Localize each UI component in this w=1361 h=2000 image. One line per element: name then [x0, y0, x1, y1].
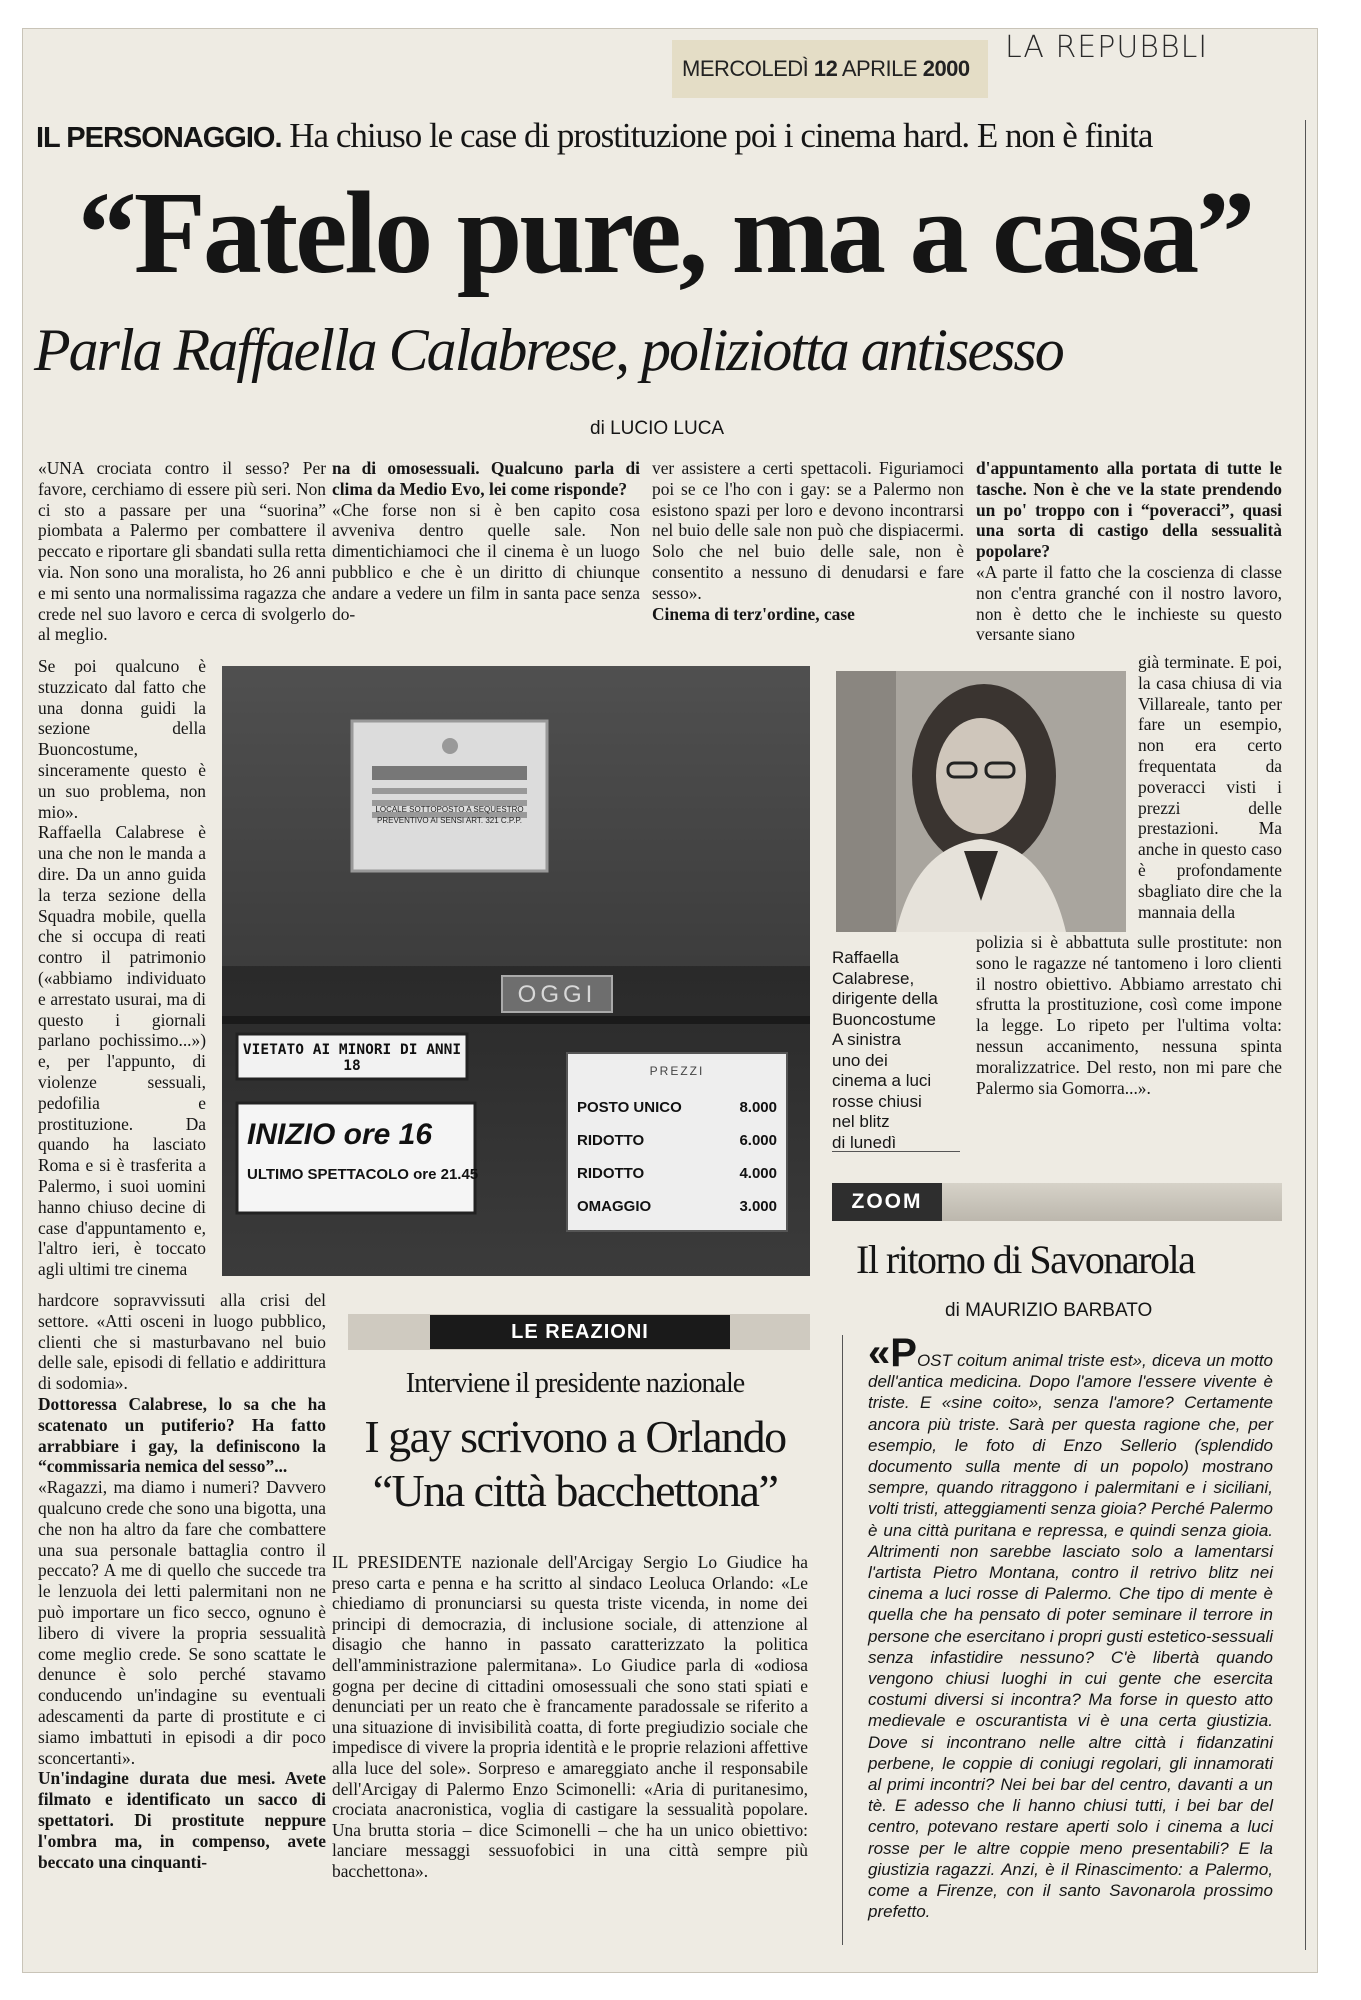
col3-answer: ver assistere a certi spettacoli. Figuriamoci poi se ce l'ho con i gay: se a Palermo non esistono spazi per loro e devono incontrarsi nel buio delle sale non può che dispiacermi. Solo che nel buio delle sale, non è consentito a nessuno di denudarsi e fare sesso». — [652, 458, 964, 603]
zoom-byline: di MAURIZIO BARBATO — [945, 1300, 1153, 1321]
article-kicker — [36, 116, 1296, 156]
article-col4 — [976, 458, 1282, 645]
date-weekday: MERCOLEDÌ — [682, 56, 809, 81]
article-col1-top: «UNA crociata contro il sesso? Per favore, cerchiamo di essere più seri. Non ci sto a passare per una “suorina” piombata a Palermo per combattere il peccato e riportare gli sbandati sulla retta via. Non sono una moralista, ho 26 anni e mi sento una normalissima ragazza che crede nel suo lavoro e cerca di svolgerlo al meglio. — [38, 458, 326, 645]
article-col2 — [332, 458, 640, 624]
reactions-headline-line1: I gay scrivono a Orlando — [364, 1411, 786, 1462]
article-col1-narrow: Se poi qualcuno è stuzzicato dal fatto che una donna guidi la sezione della Buoncostume, sinceramente questo è un suo problema, non mio». Raffaella Calabrese è una che non le manda a dire. Da un anno guida la terza sezione della Squadra mobile, quella che si occupa di reati contro il patrimonio («abbiamo individuato e arrestato usurai, ma di questo i giornali parlano pochissimo...») e, per l'appunto, di violenze sessuali, pedofilia e prostituzione. Da quando ha lasciato Roma e si è trasferita a Palermo, i suoi uomini hanno chiuso decine di case d'appuntamento e, l'altro ieri, è toccato agli ultimi tre cinema — [38, 656, 206, 1280]
price-list-title: PREZZI — [649, 1064, 705, 1078]
col2-answer: «Che forse non si è ben capito cosa avveniva dentro quelle sale. Non dimentichiamoci che il cinema è un luogo pubblico e che è un diritto di chiunque andare a vedere un film in santa pace senza do- — [332, 499, 640, 624]
zoom-title: Il ritorno di Savonarola — [856, 1237, 1195, 1282]
zoom-left-rule — [842, 1335, 843, 1945]
handwritten-source-note: LA REPUBBLI — [1005, 30, 1209, 65]
article-col4-narrow: già terminate. E poi, la casa chiusa di via Villareale, tanto per fare un esempio, non era certo frequentata da poveracci visti i prezzi delle prestazioni. Ma anche in questo caso è profondamente sbagliato dire che la mannaia della — [1138, 652, 1282, 922]
price-row: POSTO UNICO 8.000 — [577, 1099, 777, 1116]
article-col3 — [652, 458, 964, 624]
reactions-banner: LE REAZIONI — [430, 1315, 730, 1349]
col2-question: na di omosessuali. Qualcuno parla di clima da Medio Evo, lei come risponde? — [332, 458, 640, 499]
col4-question: d'appuntamento alla portata di tutte le tasche. Non è che ve la state prendendo un po' troppo con i “poveracci”, quasi una sorta di castigo della sessualità popolare? — [976, 458, 1282, 562]
col3-question: Cinema di terz'ordine, case — [652, 603, 855, 624]
reactions-headline — [330, 1410, 820, 1518]
col1-question-1: Dottoressa Calabrese, lo sa che ha scatenato un putiferio? Ha fatto arrabbiare i gay, la definiscono la “commissaria nemica del sesso”... — [38, 1393, 326, 1477]
date-month: APRILE — [841, 56, 918, 81]
cinema-entrance-photo — [222, 666, 810, 1276]
price-list — [577, 1091, 777, 1223]
last-show-sign: ULTIMO SPETTACOLO ore 21.45 — [247, 1166, 479, 1183]
date-label — [672, 40, 988, 98]
col4-answer-wide: «A parte il fatto che la coscienza di classe non c'entra granché con il nostro lavoro, non è detto che le inchieste su questo versante siano — [976, 561, 1282, 645]
col1-answer-1: «Ragazzi, ma diamo i numeri? Davvero qualcuno crede che sono una bigotta, una che non ha altro da fare che combattere una sua personale battaglia contro il peccato? A me di quello che succede tra le lenzuola dei letti palermitani non ne può importare un fico secco, ognuno è libero di vivere la propria sessualità come meglio crede. Se sono scattate le denunce è solo perché stavamo conducendo un'indagine su eventuali adescamenti da parte di prostitute e ci siamo imbattuti in episodi a dir poco sconcertanti». — [38, 1477, 326, 1768]
start-time-sign: INIZIO ore 16 — [247, 1118, 433, 1151]
right-border-rule — [1305, 120, 1306, 1950]
article-col4-bottom: polizia si è abbattuta sulle prostitute: non sono le ragazze né tantomeno i loro clienti il nostro obiettivo. Abbiamo arrestato chi sfrutta la prostituzione, così come impone la legge. Lo ripeto per l'ultima volta: nessun accanimento, nessuna spinta moralizzatrice. Del resto, non mi pare che Palermo sia Gomorra...». — [976, 932, 1282, 1098]
reactions-headline-line2: “Una città bacchettona” — [372, 1465, 778, 1516]
oggi-sign: OGGI — [517, 981, 597, 1008]
date-year: 2000 — [922, 56, 970, 81]
zoom-body — [868, 1331, 1273, 1922]
caption-rule — [832, 1151, 960, 1152]
date-day: 12 — [813, 56, 838, 81]
portrait-caption: Raffaella Calabrese, dirigente della Buoncostume A sinistra uno dei cinema a luci rosse chiusi nel blitz di lunedì — [832, 948, 938, 1152]
col1-question-2: Un'indagine durata due mesi. Avete filmato e identificato un sacco di spettatori. Di prostitute neppure l'ombra ma, in compenso, avete beccato una cinquanti- — [38, 1768, 326, 1872]
portrait-graphic — [836, 671, 1126, 932]
article-col1-bottom — [38, 1290, 326, 1872]
portrait-photo — [836, 671, 1126, 932]
article-byline: di LUCIO LUCA — [590, 418, 725, 439]
price-row: RIDOTTO 4.000 — [577, 1165, 777, 1182]
kicker-label: IL PERSONAGGIO. — [36, 122, 282, 154]
article-headline: “Fatelo pure, ma a casa” — [77, 167, 1253, 298]
minors-warning-sign: VIETATO AI MINORI DI ANNI 18 — [242, 1042, 462, 1074]
article-subheadline: Parla Raffaella Calabrese, poliziotta antisesso — [34, 317, 1063, 383]
col1-bottom-lead: hardcore sopravvissuti alla crisi del settore. «Atti osceni in luogo pubblico, clienti che si masturbavano nel buio delle sale, episodi di fellatio e addirittura di sodomia». — [38, 1290, 326, 1394]
zoom-tab: ZOOM — [832, 1183, 942, 1221]
zoom-body-text: OST coitum animal triste est», diceva un motto dell'antica medicina. Dopo l'amore l'essere vivente è triste. E «sine coito», senza l'amore? Certamente ancora più triste. Sarà per questa ragione che, per esempio, le foto di Enzo Sellerio (splendido documento sulla mente di un popolo) mostrano sempre, quando ritraggono i palermitani e i siciliani, volti tristi, atteggiamenti senza gioia? Perché Palermo è una città puritana e repressa, e quindi senza gioia. Altrimenti non sarebbe lasciato solo a lamentarsi l'artista Pietro Montana, contro il retrivo blitz nei cinema a luci rosse di Palermo. Che tipo di mente è quella che ha pensato di poter seminare il terrore in persone che esercitano i propri gusti estetico-sessuali senza infastidire nessuno? C'è libertà quando vengono chiusi luoghi in cui gente che esercita costumi diversi si incontra? Ma forse in questo atto medievale e oscurantista vi è una certa giustizia. Dove si incontrano nelle altre città i fidanzatini perbene, le coppie di coniugi regolari, gli innamorati al primi incontri? Nei bei bar del centro, davanti a un tè. E adesso che li hanno chiusi tutti, i bei bar del centro, potevano restare aperti solo i cinema a luci rosse per le altre coppie meno presentabili? E la giustizia ragazzi. Anzi, è il Rinascimento: a Palermo, come a Firenze, con il santo Savonarola prossimo prefetto. — [868, 1351, 1273, 1922]
price-row: RIDOTTO 6.000 — [577, 1132, 777, 1149]
price-row: OMAGGIO 3.000 — [577, 1198, 777, 1215]
seizure-notice: LOCALE SOTTOPOSTO A SEQUESTRO PREVENTIVO AI SENSI ART. 321 C.P.P. — [375, 805, 524, 825]
zoom-dropcap: «P — [868, 1331, 917, 1375]
reactions-kicker: Interviene il presidente nazionale — [405, 1368, 745, 1399]
kicker-text: Ha chiuso le case di prostituzione poi i cinema hard. E non è finita — [281, 116, 1153, 155]
reactions-body: IL PRESIDENTE nazionale dell'Arcigay Sergio Lo Giudice ha preso carta e penna e ha scritto al sindaco Leoluca Orlando: «Le chiediamo di pronunciarsi su questa triste vicenda, in nome dei principi di democrazia, di inclusione sociale, di attenzione al disagio che hanno in passato caratterizzato la politica dell'amministrazione palermitana». Lo Giudice parla di «odiosa gogna per decine di cittadini omosessuali che sono stati spiati e denunciati per un reato che è francamente paradossale se riferito a una situazione di invisibilità coatta, di forte pregiudizio sociale che impedisce di vivere la propria identità e le proprie relazioni affettive alla luce del sole». Sorpreso e amareggiato anche il responsabile dell'Arcigay di Palermo Enzo Scimonelli: «Aria di puritanesimo, crociata anacronistica, voglia di castigare la sessualità popolare. Una brutta storia – dice Scimonelli – che ha un unico obiettivo: lanciare messaggi sessuofobici in una città sempre più bacchettona». — [332, 1552, 808, 1881]
